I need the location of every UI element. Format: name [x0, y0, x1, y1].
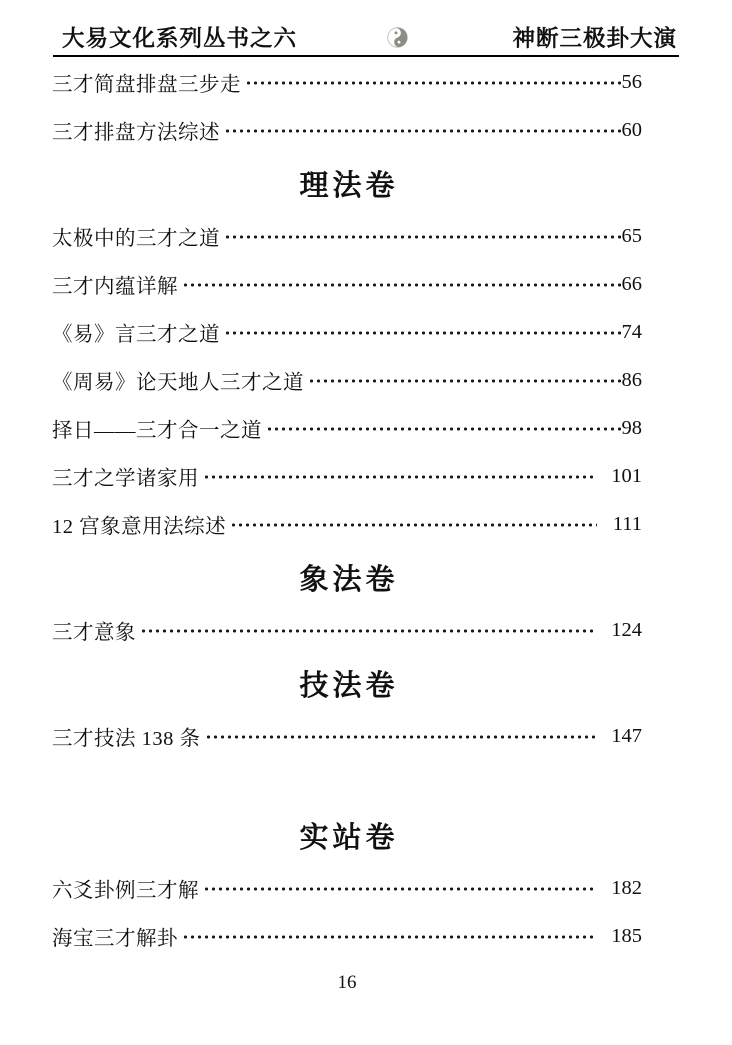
toc-entry: [52, 260, 642, 308]
toc-entry-title: 三才意象: [52, 622, 136, 644]
dot-leader: [266, 419, 621, 439]
toc-entry-title: 三才技法 138 条: [52, 728, 201, 750]
toc-entry-title: 《易》言三才之道: [52, 324, 220, 346]
dot-leader: [308, 371, 621, 391]
toc-entry: [52, 500, 642, 548]
toc-list: [0, 57, 732, 960]
toc-entry: [52, 308, 642, 356]
page-footer: [0, 960, 732, 1006]
dot-leader: [205, 727, 596, 747]
toc-entry-title: 海宝三才解卦: [52, 928, 178, 950]
toc-entry: [52, 712, 642, 760]
toc-entry: [52, 864, 642, 912]
page-number: 16: [337, 972, 357, 993]
dot-leader: [230, 515, 597, 535]
yin-yang-icon: [387, 27, 408, 48]
toc-entry-page: 182: [611, 876, 642, 899]
toc-entry-page: 147: [611, 724, 642, 747]
dot-leader: [182, 275, 621, 295]
toc-entry-title: 择日——三才合一之道: [52, 420, 262, 442]
toc-entry-page: 185: [611, 924, 642, 947]
toc-entry-page: 65: [621, 224, 642, 247]
page-header: [0, 21, 732, 53]
toc-section-heading: 技法卷: [299, 669, 399, 702]
toc-entry-title: 三才简盘排盘三步走: [52, 74, 241, 96]
dot-leader: [224, 227, 621, 247]
toc-entry-page: 74: [621, 320, 642, 343]
toc-entry-page: 98: [621, 416, 642, 439]
toc-entry-title: 12 宫象意用法综述: [52, 516, 227, 538]
dot-leader: [245, 73, 621, 93]
dot-leader: [224, 323, 621, 343]
toc-entry-page: 101: [611, 464, 642, 487]
toc-entry: [52, 404, 642, 452]
toc-entry: [52, 106, 642, 154]
dot-leader: [182, 927, 595, 947]
toc-entry-page: 66: [621, 272, 642, 295]
toc-entry-page: 124: [611, 618, 642, 641]
toc-entry: [52, 58, 642, 106]
toc-entry-title: 三才内蕴详解: [52, 276, 178, 298]
toc-entry: [52, 212, 642, 260]
toc-entry-page: 56: [621, 70, 642, 93]
toc-section-heading: 理法卷: [299, 169, 399, 202]
toc-entry: [52, 356, 642, 404]
toc-entry: [52, 606, 642, 654]
toc-entry-title: 三才之学诸家用: [52, 468, 199, 490]
toc-entry-title: 太极中的三才之道: [52, 228, 220, 250]
dot-leader: [224, 121, 621, 141]
toc-entry-page: 60: [621, 118, 642, 141]
toc-entry-title: 三才排盘方法综述: [52, 122, 220, 144]
dot-leader: [140, 621, 595, 641]
toc-entry-title: 六爻卦例三才解: [52, 880, 199, 902]
toc-entry: [52, 912, 642, 960]
toc-entry-page: 86: [621, 368, 642, 391]
toc-section-heading: 实站卷: [299, 821, 399, 854]
toc-entry: [52, 452, 642, 500]
toc-entry-title: 《周易》论天地人三才之道: [52, 372, 304, 394]
toc-entry-page: 111: [612, 512, 642, 535]
decorative-top-band: [0, 0, 732, 15]
dot-leader: [203, 467, 595, 487]
header-series-title: 大易文化系列丛书之六: [62, 26, 298, 51]
toc-section-heading: 象法卷: [299, 563, 399, 596]
header-book-title: 神断三极卦大演: [512, 26, 677, 51]
dot-leader: [203, 879, 595, 899]
